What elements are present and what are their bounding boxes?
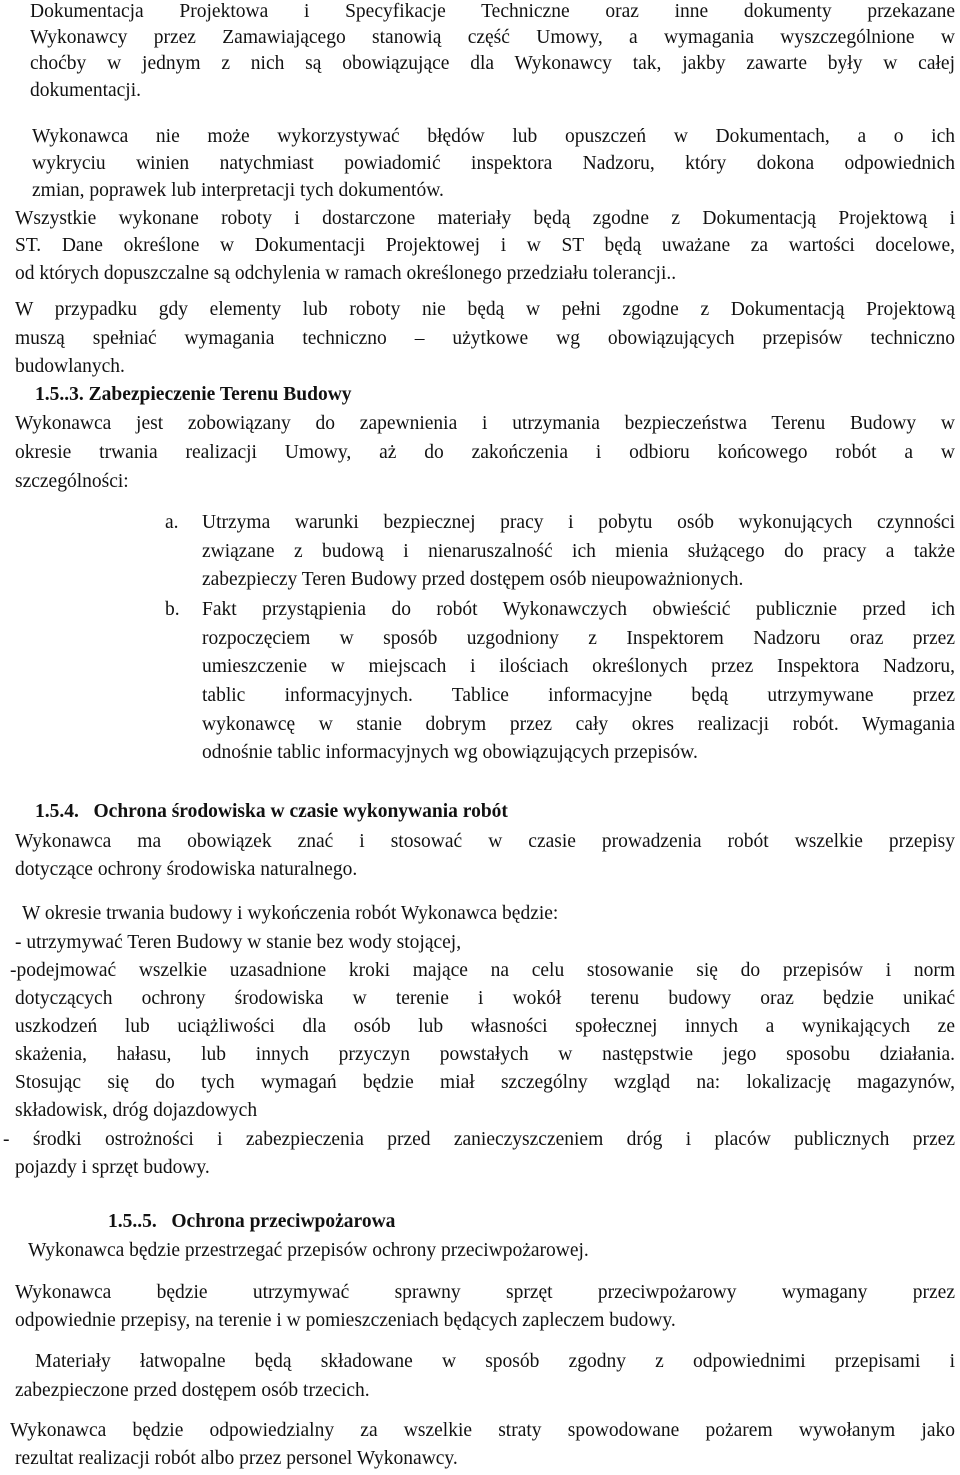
paragraph-line: - środki ostrożności i zabezpieczenia przed zanieczyszczeniem dróg i placów publicznych przez — [3, 1129, 955, 1150]
paragraph-line: Wykonawca ma obowiązek znać i stosować w czasie prowadzenia robót wszelkie przepisy — [15, 831, 955, 852]
section-number: 1.5..3. — [35, 384, 84, 405]
paragraph-line: zabezpieczone przed dostępem osób trzecich. — [15, 1380, 370, 1401]
paragraph-line: budowlanych. — [15, 356, 125, 377]
paragraph-line: Wszystkie wykonane roboty i dostarczone materiały będą zgodne z Dokumentacją Projektową i — [15, 208, 955, 229]
paragraph-line: Dokumentacja Projektowa i Specyfikacje Techniczne oraz inne dokumenty przekazane — [30, 1, 955, 22]
section-heading — [108, 1210, 395, 1234]
list-item-line: rozpoczęciem w sposób uzgodniony z Inspektorem Nadzoru oraz przez — [202, 628, 955, 649]
section-heading — [35, 383, 352, 407]
paragraph-line: Wykonawca będzie odpowiedzialny za wszelkie straty spowodowane pożarem wywołanym jako — [10, 1420, 955, 1441]
list-item-line: zabezpieczy Teren Budowy przed dostępem osób nieupoważnionych. — [202, 569, 744, 590]
section-number: 1.5.4. — [35, 801, 79, 822]
paragraph-line: dotyczących ochrony środowiska w terenie i wokół terenu budowy oraz będzie unikać — [15, 988, 955, 1009]
paragraph-line: Wykonawcy przez Zamawiającego stanowią część Umowy, a wymagania wyszczególnione w — [30, 27, 955, 48]
paragraph-line: Materiały łatwopalne będą składowane w sposób zgodny z odpowiednimi przepisami i — [35, 1351, 955, 1372]
paragraph-line: wykryciu winien natychmiast powiadomić inspektora Nadzoru, który dokona odpowiednich — [32, 153, 955, 174]
section-title: Zabezpieczenie Terenu Budowy — [88, 384, 352, 405]
section-title: Ochrona środowiska w czasie wykonywania robót — [93, 801, 508, 822]
paragraph-line: choćby w jednym z nich są obowiązujące dla Wykonawcy tak, jakby zawarte były w całej — [30, 53, 955, 74]
list-item-line: Fakt przystąpienia do robót Wykonawczych obwieścić publicznie przed ich — [202, 599, 955, 620]
paragraph-line: składowisk, dróg dojazdowych — [15, 1100, 258, 1121]
paragraph-line: Stosując się do tych wymagań będzie miał szczególny wzgląd na: lokalizację magazynów, — [15, 1072, 955, 1093]
list-item-line: odnośnie tablic informacyjnych wg obowiązujących przepisów. — [202, 742, 698, 763]
paragraph-line: odpowiednie przepisy, na terenie i w pomieszczeniach będących zapleczem budowy. — [15, 1310, 676, 1331]
section-heading — [35, 800, 508, 824]
paragraph-line: W okresie trwania budowy i wykończenia robót Wykonawca będzie: — [22, 903, 559, 924]
list-marker: a. — [165, 512, 179, 533]
paragraph-line: skażenia, hałasu, lub innych przyczyn powstałych w następstwie jego sposobu działania. — [15, 1044, 955, 1065]
paragraph-line: - utrzymywać Teren Budowy w stanie bez wody stojącej, — [15, 932, 462, 953]
paragraph-line: od których dopuszczalne są odchylenia w ramach określonego przedziału tolerancji.. — [15, 263, 677, 284]
paragraph-line: uszkodzeń lub uciążliwości dla osób lub własności społecznej innych a wynikających ze — [15, 1016, 955, 1037]
paragraph-line: muszą spełniać wymagania techniczno – użytkowe wg obowiązujących przepisów techniczno — [15, 328, 955, 349]
paragraph-line: szczególności: — [15, 471, 129, 492]
paragraph-line: Wykonawca nie może wykorzystywać błędów lub opuszczeń w Dokumentach, a o ich — [32, 126, 955, 147]
paragraph-line: W przypadku gdy elementy lub roboty nie będą w pełni zgodne z Dokumentacją Projektową — [15, 299, 955, 320]
paragraph-line: -podejmować wszelkie uzasadnione kroki mające na celu stosowanie się do przepisów i norm — [10, 960, 955, 981]
list-item-line: Utrzyma warunki bezpiecznej pracy i pobytu osób wykonujących czynności — [202, 512, 955, 533]
paragraph-line: dotyczące ochrony środowiska naturalnego. — [15, 859, 358, 880]
paragraph-line: pojazdy i sprzęt budowy. — [15, 1157, 210, 1178]
paragraph-line: zmian, poprawek lub interpretacji tych dokumentów. — [32, 180, 444, 201]
paragraph-line: Wykonawca będzie utrzymywać sprawny sprzęt przeciwpożarowy wymagany przez — [15, 1282, 955, 1303]
paragraph-line: Wykonawca będzie przestrzegać przepisów ochrony przeciwpożarowej. — [28, 1240, 589, 1261]
paragraph-line: Wykonawca jest zobowiązany do zapewnienia i utrzymania bezpieczeństwa Terenu Budowy w — [15, 413, 955, 434]
list-item-line: tablic informacyjnych. Tablice informacyjne będą utrzymywane przez — [202, 685, 955, 706]
paragraph-line: rezultat realizacji robót albo przez personel Wykonawcy. — [15, 1448, 458, 1469]
paragraph-line: dokumentacji. — [30, 80, 142, 101]
list-marker: b. — [165, 599, 180, 620]
section-title: Ochrona przeciwpożarowa — [171, 1211, 396, 1232]
section-number: 1.5..5. — [108, 1211, 157, 1232]
paragraph-line: okresie trwania realizacji Umowy, aż do zakończenia i odbioru końcowego robót a w — [15, 442, 955, 463]
list-item-line: umieszczenie w miejscach i ilościach określonych przez Inspektora Nadzoru, — [202, 656, 955, 677]
list-item-line: wykonawcę w stanie dobrym przez cały okres realizacji robót. Wymagania — [202, 714, 955, 735]
paragraph-line: ST. Dane określone w Dokumentacji Projektowej i w ST będą uważane za wartości docelowe, — [15, 235, 955, 256]
list-item-line: związane z budową i nienaruszalność ich mienia służącego do pracy a także — [202, 541, 955, 562]
